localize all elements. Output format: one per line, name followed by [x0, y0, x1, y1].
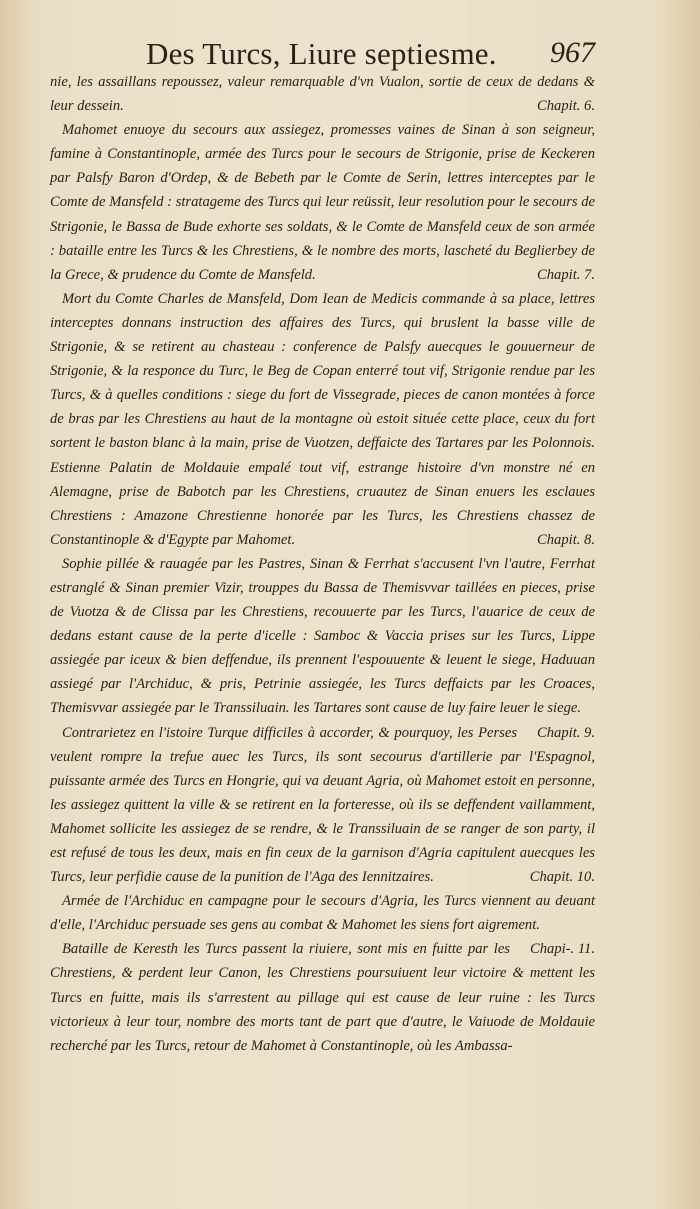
toc-entry-chapter-9: [50, 552, 595, 741]
entry-text: Armée de l'Archiduc en campagne pour le secours d'Agria, les Turcs viennent au deuant d'elle, l'Archiduc persuade ses gens au combat & Mahomet les siens fort aigrement.: [50, 893, 595, 934]
entry-text: Sophie pillée & rauagée par les Pastres, Sinan & Ferrhat s'accusent l'vn l'autre, Ferrhat estranglé & Sinan premier Vizir, trouppes du Bassa de Themisvvar taillées en pieces, prise de Vuotza & de Clissa par les Chrestiens, recouuerte par les Turcs, l'auarice de ceux de dedans estant cause de la perte d'icelle : Samboc & Vaccia prises sur les Turcs, Lippe assiegée par iceux & bien deffendue, ils prennent l'espouuente & leuent le siege, Haduuan assiegé par l'Archiduc, & pris, Petrinie assiegée, les Turcs deffaicts par les Croaces, Themisvvar assiegée par le Transsiluain. les Tartares sont cause de luy faire leuer le siege.: [50, 555, 595, 717]
chapter-label: Chapit. 10.: [529, 869, 595, 886]
toc-entry-chapter-8: [50, 287, 595, 552]
chapter-label: Chapit. 9.: [537, 724, 595, 741]
page-header: [140, 30, 595, 74]
entry-text: Contrarietez en l'istoire Turque difficiles à accorder, & pourquoy, les Perses veulent rompre la trefue auec les Turcs, ils sont secourus d'artillerie par l'Espagnol, puissante armée des Turcs en Hongrie, qui va deuant Agria, où Mahomet estoit en personne, les assiegez quittent la ville & se retirent en la forteresse, où ils se deffendent vaillamment, Mahomet sollicite les assiegez de se rendre, & le Transsiluain de se ranger de son party, il est refusé de tous les deux, mais en fin ceux de la garnison d'Agria capitulent auecques les Turcs, leur perfidie cause de la punition de l'Aga des Iennitzaires.: [50, 724, 595, 886]
entry-text: Mort du Comte Charles de Mansfeld, Dom Iean de Medicis commande à sa place, lettres interceptes donnans instruction des affaires des Turcs, qui bruslent la basse ville de Strigonie, & se retirent au chasteau : conference de Palsfy auecques le gouuerneur de Strigonie, & la responce du Turc, le Beg de Copan enterré tout vif, Strigonie rendue par les Turcs, & à quelles conditions : siege du fort de Vissegrade, pieces de canon montées à force de bras par les Chrestiens au haut de la montagne où estoit située cette place, ceux du fort sortent le baston blanc à la main, prise de Vuotzen, deffaicte des Tartares par les Polonnois. Estienne Palatin de Moldauie empalé tout vif, estrange histoire d'vn monstre né en Alemagne, prise de Babotch par les Chrestiens, cruautez de Sinan enuers les esclaues Chrestiens : Amazone Chrestienne honorée par les Turcs, les Chrestiens chassez de Constantinople & d'Egypte par Mahomet.: [50, 290, 595, 548]
toc-entry-chapter-7: [50, 118, 595, 287]
chapter-label: Chapit. 7.: [537, 266, 595, 283]
toc-entry-chapter-10: [50, 721, 595, 890]
chapter-label: Chapit. 8.: [537, 531, 595, 548]
entry-text: nie, les assaillans repoussez, valeur remarquable d'vn Vualon, sortie de ceux de dedans & leur dessein.: [50, 74, 595, 115]
table-of-contents: [50, 70, 595, 1058]
chapter-label: Chapi-. 11.: [530, 941, 595, 958]
entry-text: Mahomet enuoye du secours aux assiegez, promesses vaines de Sinan à son seigneur, famine à Constantinople, armée des Turcs pour le secours de Strigonie, prise de Keckeren par Palsfy Baron d'Ordep, & de Bebeth par le Comte de Serin, lettres interceptes par le Comte de Mansfeld : stratageme des Turcs qui leur reüssit, leur resolution pour le secours de Strigonie, le Bassa de Bude exhorte ses soldats, & le Comte de Mansfeld ceux de son armée : bataille entre les Turcs & les Chrestiens, & le nombre des morts, lascheté du Beglierbey de la Grece, & prudence du Comte de Mansfeld.: [50, 122, 595, 283]
page-number: 967: [550, 36, 595, 69]
running-title: Des Turcs, Liure septiesme.: [146, 36, 497, 71]
toc-entry-chapter-11: [50, 889, 595, 958]
chapter-label: Chapit. 6.: [537, 98, 595, 115]
toc-entry-chapter-6: [50, 70, 595, 118]
entry-text: Bataille de Keresth les Turcs passent la riuiere, sont mis en fuitte par les Chrestiens, & perdent leur Canon, les Chrestiens poursuiuent leur victoire & mettent les Turcs en fuitte, mais ils s'arrestent au pillage qui est cause de leur ruine : les Turcs victorieux à leur tour, nombre des morts tant de part que d'autre, le Vaiuode de Moldauie recherché par les Turcs, retour de Mahomet à Constantinople, où les Ambassa-: [50, 941, 595, 1054]
